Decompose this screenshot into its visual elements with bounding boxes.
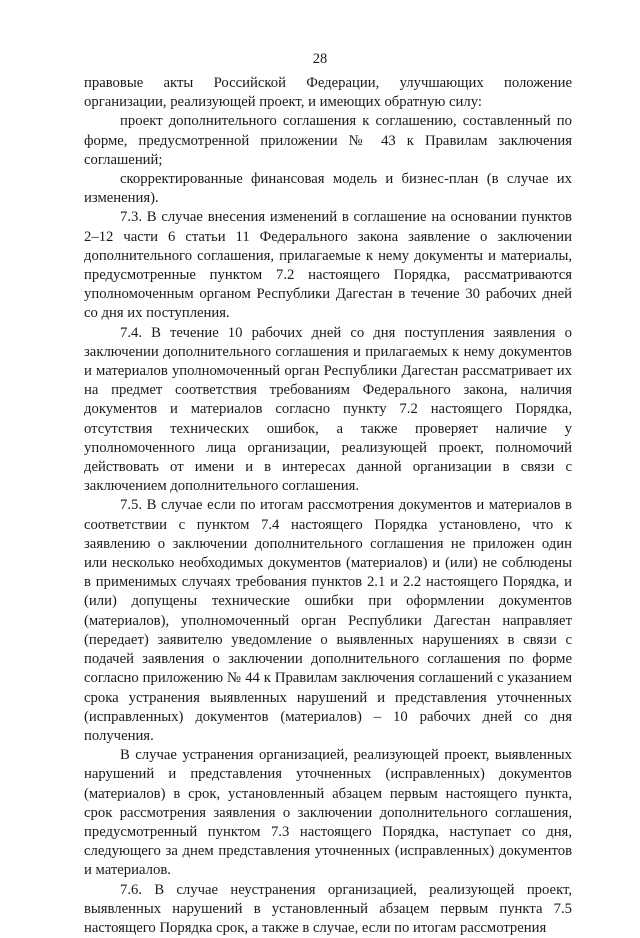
paragraph-7-3: 7.3. В случае внесения изменений в соглашение на основании пунктов 2–12 части 6 статьи 11 Федерального закона заявление о заключении дополнительного соглашения, прилагаемые к нему документы и материалы, предусмотренные пунктом 7.2 настоящего Порядка, рассматриваются уполномоченным органом Республики Дагестан в течение 30 рабочих дней со дня их поступления. — [84, 209, 572, 322]
paragraph-financial-model: скорректированные финансовая модель и бизнес-план (в случае их изменения). — [84, 171, 572, 207]
paragraph-7-5-second: В случае устранения организацией, реализующей проект, выявленных нарушений и представления уточненных (исправленных) документов (материалов) в срок, установленный абзацем первым настоящего пункта, срок рассмотрения заявления о заключении дополнительного соглашения, предусмотренный пунктом 7.3 настоящего Порядка, наступает со дня, следующего за днем представления уточненных (исправленных) документов и материалов. — [84, 747, 572, 879]
paragraph-draft-agreement: проект дополнительного соглашения к соглашению, составленный по форме, предусмотренной приложении № 43 к Правилам заключения соглашений; — [84, 113, 572, 168]
paragraph-7-5: 7.5. В случае если по итогам рассмотрения документов и материалов в соответствии с пунктом 7.4 настоящего Порядка установлено, что к заявлению о заключении дополнительного соглашения не приложен один или несколько необходимых документов (материалов) и (или) не соблюдены в применимых случаях требования пунктов 2.1 и 2.2 настоящего Порядка, и (или) допущены технические ошибки при оформлении документов (материалов), уполномоченный орган Республики Дагестан направляет (передает) заявителю уведомление о выявленных нарушениях в связи с подачей заявления о заключении дополнительного соглашения по форме согласно приложению № 44 к Правилам заключения соглашений с указанием срока устранения выявленных нарушений и представления уточненных (исправленных) документов (материалов) – 10 рабочих дней со дня получения. — [84, 497, 572, 744]
paragraph-7-4: 7.4. В течение 10 рабочих дней со дня поступления заявления о заключении дополнительного соглашения и прилагаемых к нему документов и материалов уполномоченный орган Республики Дагестан рассматривает их на предмет соответствия требованиям Федерального закона, наличия документов и материалов согласно пункту 7.2 настоящего Порядка, отсутствия технических ошибок, а также проверяет наличие у уполномоченного лица организации, реализующей проект, полномочий действовать от имени и в интересах данной организации в связи с заключением дополнительного соглашения. — [84, 324, 572, 495]
paragraph-continuation: правовые акты Российской Федерации, улучшающих положение организации, реализующей проект, и имеющих обратную силу: — [84, 75, 572, 111]
paragraph-7-6: 7.6. В случае неустранения организацией, реализующей проект, выявленных нарушений в установленный абзацем первым пункта 7.5 настоящего Порядка срок, а также в случае, если по итогам рассмотрения — [84, 881, 572, 936]
document-body — [84, 74, 572, 938]
page-number: 28 — [312, 51, 328, 67]
